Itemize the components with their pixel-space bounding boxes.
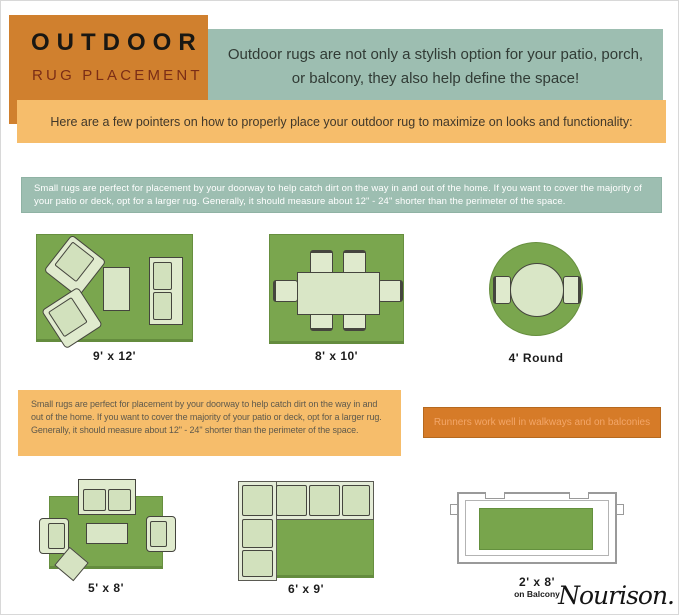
page-title: OUTDOOR [31,29,203,56]
rug-diagram-5x8 [39,477,179,579]
banner [17,100,666,143]
balcony-rail-notch [569,492,589,499]
dining-chair [378,280,403,302]
page-subtitle: RUG PLACEMENT [32,67,203,84]
rug-label-5x8: 5' x 8' [88,581,124,595]
armchair [146,516,176,552]
rug-sublabel-on-balcony: on Balcony [514,589,560,599]
tip1-text: Small rugs are perfect for placement by your doorway to help catch dirt on the way in and out of the home. If you want to cover the majority of your patio or deck, opt for a larger rug. Generally, it should measure about 12" - 24" shorter than the perimeter of the space. [34,183,642,208]
brand-logo: Nourison. [558,581,674,610]
rug-label-6x9: 6' x 9' [288,582,324,596]
armchair [39,518,69,554]
rug-diagram-9x12 [36,234,193,342]
rug-diagram-6x9 [236,479,376,581]
bistro-chair [563,276,581,304]
intro-box [208,29,663,104]
tip2-box [18,390,401,456]
balcony-rail-notch [485,492,505,499]
dining-table [297,272,380,315]
bistro-chair [493,276,511,304]
dining-chair [273,280,298,302]
balcony-rail-post [450,504,458,515]
rug-6x9 [274,518,374,578]
rug-label-4round: 4' Round [508,351,564,365]
tip1-box [21,177,662,213]
loveseat-sofa [149,257,183,325]
balcony-rail-post [616,504,624,515]
rug-diagram-2x8-balcony [457,492,617,564]
banner-text: Here are a few pointers on how to properly place your outdoor rug to maximize on looks and functionality: [50,114,633,129]
runner-note-box [423,407,661,438]
runner-rug [479,508,593,550]
bistro-table [510,263,564,317]
armchair [41,287,103,350]
rug-diagram-4round [489,242,583,336]
coffee-table [103,267,130,311]
rug-label-9x12: 9' x 12' [92,349,137,363]
rug-label-8x10: 8' x 10' [314,349,359,363]
sofa [78,479,136,515]
rug-diagram-8x10 [269,234,404,344]
runner-note-text: Runners work well in walkways and on balconies [433,417,651,428]
tip2-text: Small rugs are perfect for placement by your doorway to help catch dirt on the way in and out of the home. If you want to cover the majority of your patio or deck, opt for a larger rug. Generally, it should measure about 12" - 24" shorter than the perimeter of the space. [31,399,382,436]
coffee-table [86,523,128,544]
intro-text: Outdoor rugs are not only a stylish option for your patio, porch, or balcony, they also help define the space! [227,46,644,87]
rug-label-2x8: 2' x 8' [519,575,555,589]
